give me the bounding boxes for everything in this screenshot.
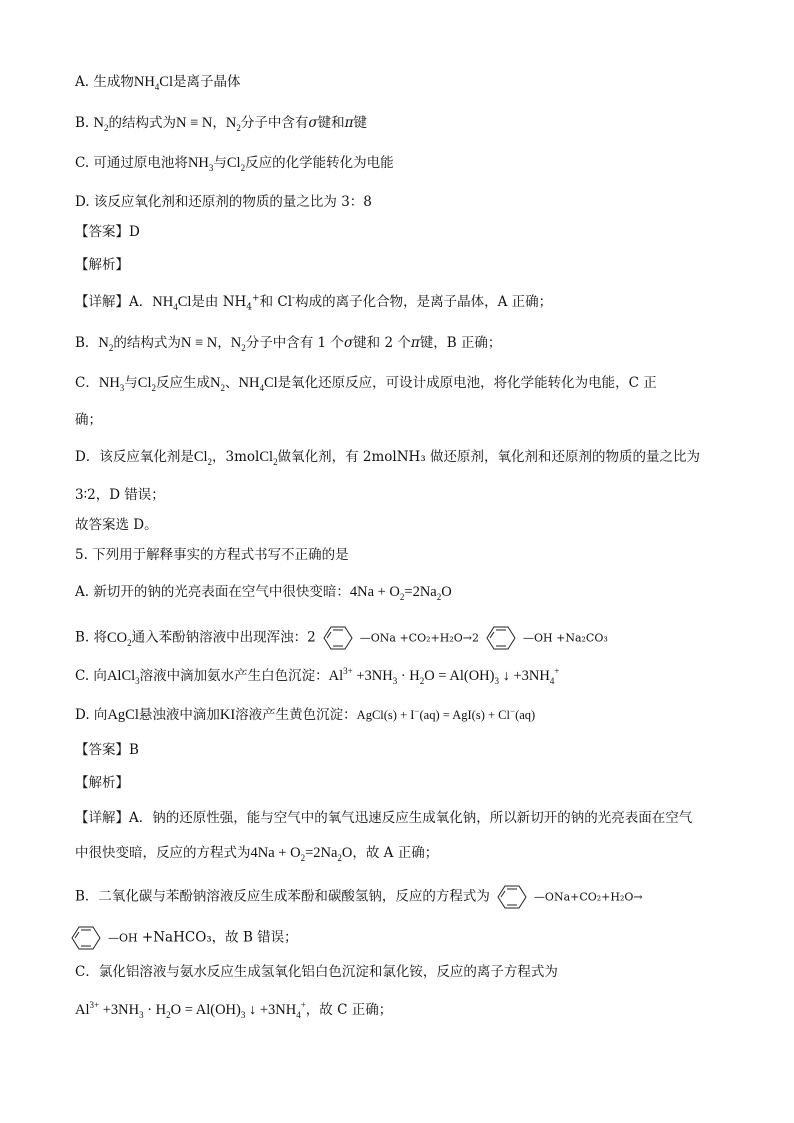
- sigma-symbol: σ: [308, 115, 318, 131]
- q5-detail-c-line2: [75, 1000, 392, 1020]
- text: 是由 NH: [191, 294, 247, 310]
- superscript: +: [300, 1000, 306, 1011]
- subscript: 3: [240, 1009, 246, 1020]
- formula: Cl: [137, 375, 152, 391]
- text: 分子中含有: [240, 115, 309, 131]
- q5-detail-b-line1: [75, 883, 643, 911]
- text: 通入苯酚钠溶液中出现浑浊：2: [131, 629, 316, 646]
- text: 是离子晶体: [173, 74, 241, 90]
- equation: O = Al(OH): [170, 1002, 241, 1018]
- text: 键，B 正确；: [419, 335, 502, 351]
- equation: O: [341, 845, 353, 861]
- q5-option-c: [75, 666, 559, 686]
- formula: N: [210, 375, 221, 391]
- text: ，: [217, 335, 231, 351]
- superscript: −: [414, 705, 420, 716]
- subscript: 2: [220, 382, 225, 393]
- equation: (aq) = AgI(s) + Cl: [419, 708, 510, 722]
- text: 是氧化还原反应，可设计成原电池，将化学能转化为电能，C 正: [277, 375, 657, 391]
- text: 和 Cl: [259, 294, 293, 310]
- subscript: 2: [207, 456, 213, 467]
- subscript: 4: [154, 81, 160, 92]
- text: +Na₂CO₃: [552, 631, 608, 645]
- text: +NaHCO₃，故 B 错误；: [137, 929, 298, 946]
- q4-conclusion: 故答案选 D。: [75, 517, 158, 533]
- text: A．钠的还原性强，能与空气中的氧气迅速反应生成氧化钠，所以新切开的钠的光亮表面在空气: [129, 810, 693, 826]
- equation: Al: [75, 1002, 90, 1018]
- formula: KI: [219, 707, 236, 723]
- formula: AgCl: [107, 707, 139, 723]
- triple-bond-formula: N ≡ N: [176, 115, 213, 131]
- superscript: -: [292, 293, 296, 304]
- phenol-group: —OH: [108, 931, 138, 945]
- answer-value: B: [129, 742, 139, 758]
- q4-option-a: [75, 72, 241, 92]
- subscript: 3: [392, 675, 398, 686]
- equation: ↓ +3NH: [498, 668, 550, 684]
- phenolate-group: —ONa: [533, 890, 571, 904]
- answer-label: 【答案】: [75, 742, 129, 758]
- formula: Cl: [259, 449, 274, 465]
- formula: N: [98, 335, 109, 351]
- equation: ↓ +3NH: [245, 1002, 297, 1018]
- subscript: 2: [300, 852, 306, 863]
- answer-label: 【答案】: [75, 224, 129, 240]
- text: +CO₂+H₂O→2: [395, 631, 479, 645]
- superscript: +: [252, 293, 260, 304]
- q4-detail-a: [75, 292, 552, 312]
- text: +CO₂+H₂O→: [570, 890, 643, 904]
- text: 键和 2 个: [353, 335, 411, 351]
- subscript: 2: [166, 1009, 171, 1020]
- benzene-ring-icon: [316, 624, 360, 652]
- benzene-ring-icon: [490, 883, 534, 911]
- equation: (aq): [515, 708, 536, 722]
- equation: +3NH: [99, 1002, 140, 1018]
- text: B.: [75, 115, 94, 131]
- subscript: 2: [240, 162, 246, 173]
- equation: O: [441, 584, 452, 600]
- q4-answer: [75, 222, 140, 242]
- subscript: 3: [494, 675, 499, 686]
- subscript: 2: [127, 637, 132, 648]
- equation: =2Na: [404, 584, 437, 600]
- text: 中很快变暗，反应的方程式为: [75, 845, 251, 861]
- subscript: 3: [135, 675, 140, 686]
- text: 构成的离子化合物，是离子晶体，A 正确；: [295, 294, 553, 310]
- superscript: 3+: [89, 1000, 100, 1011]
- subscript: 2: [436, 591, 442, 602]
- subscript: 2: [241, 342, 246, 353]
- subscript: 4: [296, 1009, 301, 1020]
- formula: NH: [187, 155, 209, 171]
- formula: NH: [133, 74, 155, 90]
- formula: AlCl: [106, 668, 136, 684]
- q5-option-a: [75, 582, 452, 602]
- superscript: 3+: [343, 666, 353, 677]
- text: 反应生成: [156, 375, 210, 391]
- text: 的结构式为: [108, 115, 176, 131]
- equation: AgCl(s) + I: [356, 708, 415, 722]
- answer-value: D: [129, 224, 140, 240]
- formula: Cl: [263, 375, 278, 391]
- q4-detail-c-line1: [75, 373, 657, 393]
- formula: NH: [152, 294, 174, 310]
- subscript: 4: [259, 382, 264, 393]
- q4-detail-c-line2: 确；: [75, 412, 102, 428]
- q4-detail-d-line2: 3∶2，D 错误；: [75, 487, 165, 503]
- subscript: 2: [151, 382, 156, 393]
- q5-detail-a-line1: [75, 808, 692, 828]
- text: 与: [124, 375, 138, 391]
- q4-option-b: [75, 113, 367, 133]
- subscript: 2: [399, 591, 405, 602]
- text: 溶液中滴加氨水产生白色沉淀：: [139, 668, 329, 684]
- formula: N: [93, 115, 104, 131]
- q5-title: 5. 下列用于解释事实的方程式书写不正确的是: [75, 547, 349, 563]
- q4-option-c: [75, 153, 394, 173]
- text: 、: [224, 375, 239, 391]
- text: 反应的化学能转化为电能: [245, 155, 394, 171]
- detail-label: 【详解】: [75, 810, 129, 826]
- text: 的结构式为: [113, 335, 181, 351]
- text: 键: [353, 115, 367, 131]
- q5-analysis-label: 【解析】: [75, 775, 129, 791]
- equation: 4Na + O: [250, 845, 301, 861]
- text: A．: [129, 294, 153, 310]
- text: ，3mol: [212, 449, 260, 465]
- subscript: 3: [139, 1009, 144, 1020]
- subscript: 3: [208, 162, 214, 173]
- subscript: 2: [337, 852, 342, 863]
- q5-option-b: [75, 624, 608, 652]
- sigma-symbol: σ: [343, 335, 354, 351]
- q5-answer: [75, 740, 139, 760]
- formula: NH: [238, 375, 260, 391]
- q4-detail-b: [75, 333, 501, 353]
- equation: O = Al(OH): [424, 668, 495, 684]
- q5-detail-c-line1: C．氯化铝溶液与氨水反应生成氢氧化铝白色沉淀和氯化铵，反应的离子方程式为: [75, 964, 558, 980]
- equation: +3NH: [352, 668, 393, 684]
- superscript: −: [509, 705, 516, 716]
- text: D．该反应氧化剂是: [75, 449, 194, 465]
- phenol-group: —OH: [522, 631, 553, 645]
- pi-symbol: π: [344, 115, 354, 131]
- q4-analysis-label: 【解析】: [75, 257, 129, 273]
- text: C. 向: [75, 668, 107, 684]
- equation: · H: [397, 668, 420, 684]
- text: 键和: [317, 115, 345, 131]
- formula: Cl: [193, 449, 208, 465]
- benzene-ring-icon: [64, 924, 108, 952]
- pi-symbol: π: [410, 335, 420, 351]
- triple-bond-formula: N ≡ N: [180, 335, 218, 351]
- text: 溶液产生黄色沉淀：: [235, 707, 357, 723]
- equation: 4Na + O: [349, 584, 400, 600]
- text: 与: [213, 155, 227, 171]
- equation: · H: [143, 1002, 167, 1018]
- text: C. 可通过原电池将: [75, 155, 188, 171]
- benzene-ring-icon: [479, 624, 523, 652]
- subscript: 4: [549, 675, 555, 686]
- text: ，故 C 正确；: [305, 1002, 393, 1018]
- subscript: 4: [173, 301, 178, 312]
- subscript: 2: [108, 342, 114, 353]
- text: ，故 A 正确；: [352, 845, 439, 861]
- q5-detail-b-line2: [64, 924, 298, 952]
- text: B. 将: [75, 629, 108, 646]
- q4-detail-d-line1: [75, 447, 700, 467]
- subscript: 3: [119, 382, 125, 393]
- text: 悬浊液中滴加: [138, 707, 220, 723]
- text: 分子中含有 1 个: [245, 335, 344, 351]
- q5-option-d: [75, 705, 535, 725]
- formula: NH: [98, 375, 120, 391]
- text: B．: [75, 335, 99, 351]
- subscript: 2: [104, 122, 109, 133]
- formula: N: [225, 115, 237, 131]
- phenolate-group: —ONa: [359, 631, 396, 645]
- formula: CO: [107, 629, 128, 646]
- subscript: 2: [273, 456, 278, 467]
- q5-detail-a-line2: [75, 843, 438, 863]
- formula: N: [230, 335, 242, 351]
- text: C．: [75, 375, 99, 391]
- text: D. 向: [75, 707, 108, 723]
- text: 做氧化剂，有 2molNH₃ 做还原剂，氧化剂和还原剂的物质的量之比为: [277, 449, 700, 465]
- equation: =2Na: [305, 845, 338, 861]
- text: B．二氧化碳与苯酚钠溶液反应生成苯酚和碳酸氢钠，反应的方程式为: [75, 888, 490, 905]
- text: A. 生成物: [75, 74, 134, 90]
- subscript: 2: [419, 675, 425, 686]
- detail-label: 【详解】: [75, 294, 129, 310]
- q4-option-d: D. 该反应氧化剂和还原剂的物质的量之比为 3：8: [75, 194, 372, 210]
- formula: Cl: [177, 294, 192, 310]
- equation: Al: [328, 668, 344, 684]
- formula: Cl: [226, 155, 241, 171]
- superscript: +: [554, 666, 560, 677]
- formula: Cl: [159, 74, 173, 90]
- subscript: 4: [246, 302, 253, 313]
- subscript: 2: [236, 122, 241, 133]
- text: ，: [212, 115, 226, 131]
- text: A. 新切开的钠的光亮表面在空气中很快变暗：: [75, 584, 350, 600]
